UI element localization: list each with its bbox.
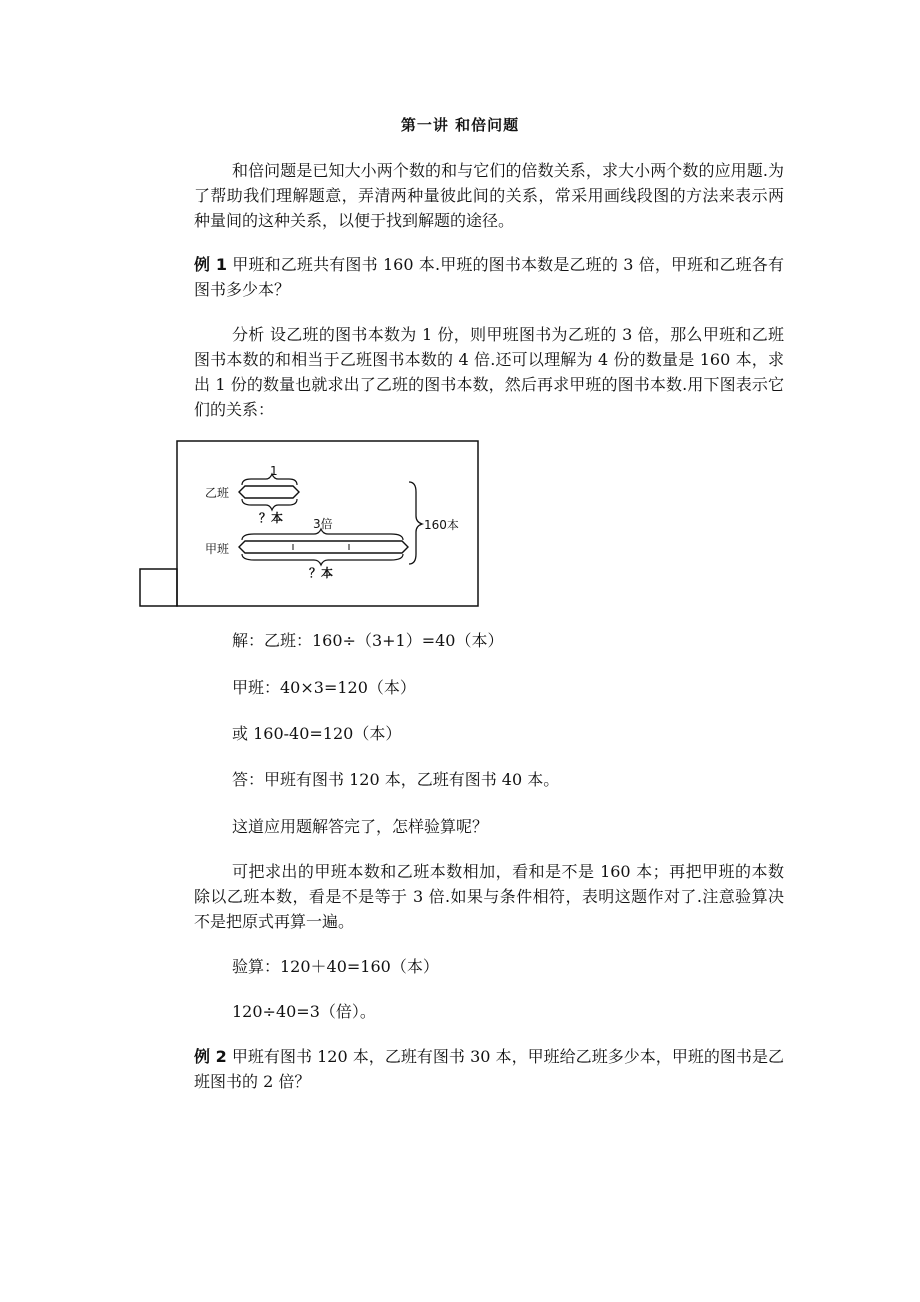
one-part-label: 1: [270, 464, 278, 478]
line-segment-diagram: [139, 440, 484, 610]
class-b-label: 乙班: [205, 486, 230, 500]
example-1-label: 例 1: [194, 255, 228, 274]
intro-paragraph: 和倍问题是已知大小两个数的和与它们的倍数关系，求大小两个数的应用题.为了帮助我们理解题意，弄清两种量彼此间的关系，常采用画线段图的方法来表示两种量间的这种关系，以便于找到解题的途径。: [194, 161, 784, 230]
example-2-problem: [194, 1044, 784, 1094]
example-2-label: 例 2: [194, 1047, 227, 1066]
solution-class-b: 解：乙班：160÷（3+1）=40（本）: [232, 631, 504, 650]
verification-sum: 验算：120＋40=160（本）: [232, 957, 439, 976]
verification-question: 这道应用题解答完了，怎样验算呢？: [232, 817, 489, 836]
class-a-top-brace: [242, 529, 403, 540]
example-1-problem: [194, 252, 784, 302]
class-a-segment: [239, 541, 408, 553]
class-b-unknown: ？本: [259, 511, 284, 525]
three-times-label: 3倍: [313, 517, 333, 531]
class-a-bottom-brace: [242, 554, 403, 565]
example-2-text: 甲班有图书 120 本，乙班有图书 30 本，甲班给乙班多少本，甲班的图书是乙班图书的 2 倍？: [194, 1047, 784, 1091]
solution-answer: 答：甲班有图书 120 本，乙班有图书 40 本。: [232, 770, 560, 789]
verification-explanation: 可把求出的甲班本数和乙班本数相加，看和是不是 160 本；再把甲班的本数除以乙班本数，看是不是等于 3 倍.如果与条件相符，表明这题作对了.注意验算决不是把原式再算一遍。: [194, 862, 784, 931]
diagram-corner-box: [140, 569, 177, 606]
example-1-analysis: 分析 设乙班的图书本数为 1 份，则甲班图书为乙班的 3 倍，那么甲班和乙班图书本数的和相当于乙班图书本数的 4 倍.还可以理解为 4 份的数量是 160 本，求出 1 份的数量也就求出了乙班的图书本数，然后再求甲班的图书本数.用下图表示它们的关系：: [194, 325, 784, 419]
diagram-svg: [139, 440, 484, 610]
class-b-bottom-brace: [242, 499, 297, 510]
class-b-segment: [239, 486, 299, 498]
class-a-unknown: ？本: [309, 566, 334, 580]
solution-alternative: 或 160-40=120（本）: [232, 724, 402, 743]
verification-ratio: 120÷40=3（倍）。: [232, 1002, 376, 1021]
page-title: 第一讲 和倍问题: [400, 116, 520, 134]
solution-class-a: 甲班：40×3=120（本）: [232, 678, 416, 697]
example-1-text: 甲班和乙班共有图书 160 本.甲班的图书本数是乙班的 3 倍，甲班和乙班各有图书多少本？: [194, 255, 784, 299]
class-a-label: 甲班: [205, 542, 230, 556]
total-brace: [409, 482, 422, 564]
total-label: 160本: [424, 518, 459, 532]
